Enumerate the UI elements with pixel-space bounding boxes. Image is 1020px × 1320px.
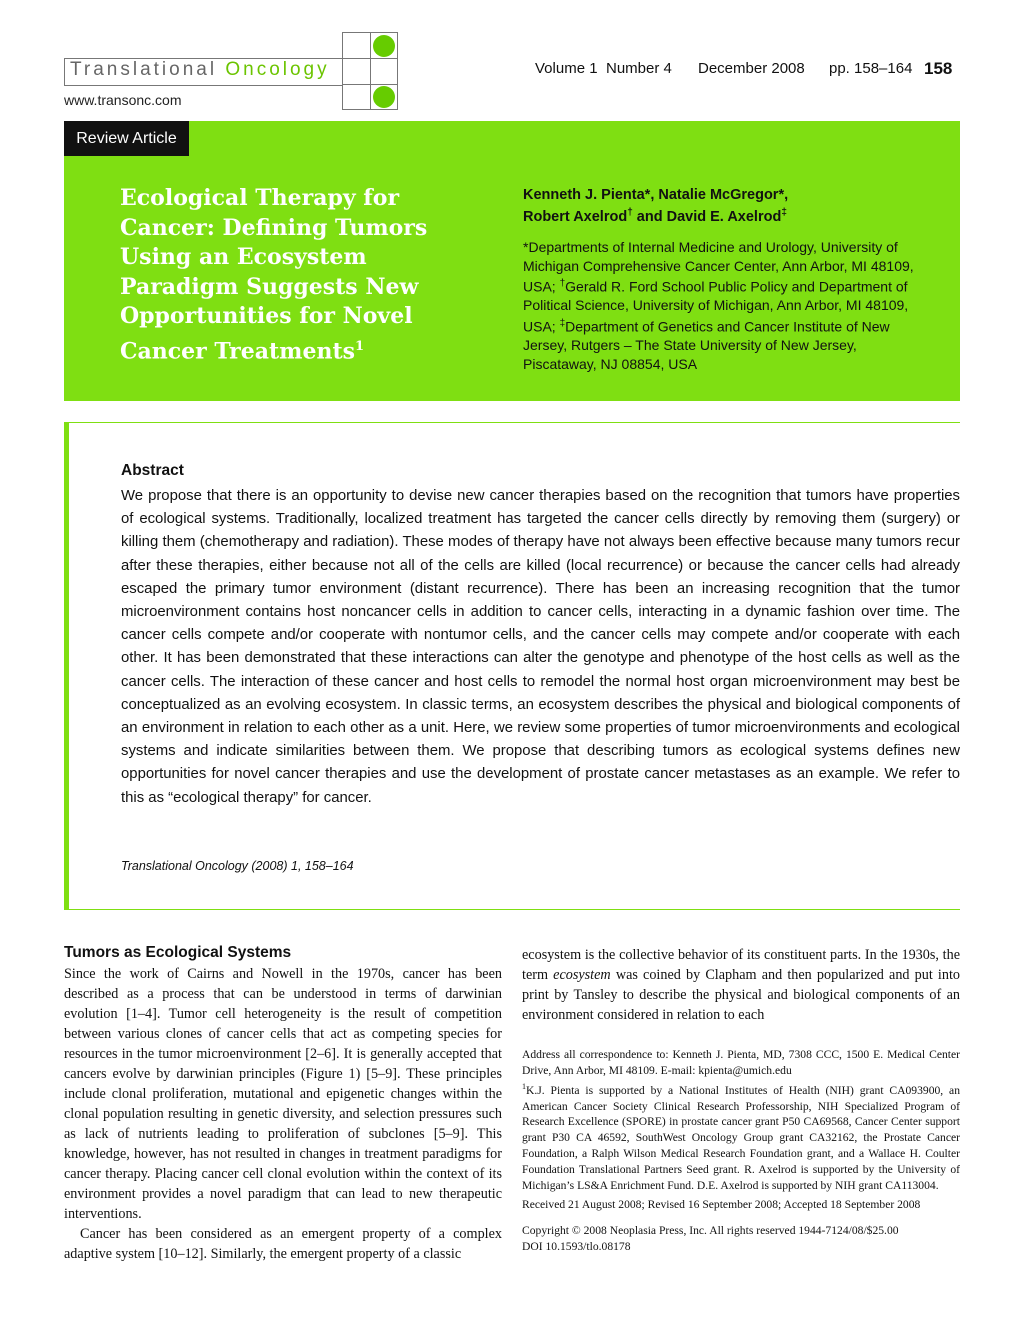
page-range: pp. 158–164 — [829, 60, 913, 77]
abstract-border-top — [64, 422, 960, 423]
logo-dot-icon — [373, 35, 395, 57]
affiliations — [523, 238, 928, 373]
journal-url[interactable]: www.transonc.com — [64, 92, 182, 108]
affiliation-mark: † — [559, 278, 566, 290]
body-paragraph — [522, 945, 960, 1025]
funding-note — [522, 1079, 960, 1194]
affiliation-text: Gerald R. Ford School Public Policy and Department of Political Science, University of Michigan, Ann Arbor, MI 48109, USA; — [523, 278, 909, 335]
funding-note-mark: 1 — [522, 1081, 526, 1091]
article-title-text: Ecological Therapy for Cancer: Defining Tumors Using an Ecosystem Paradigm Suggests New Opportunities for Novel Cancer Treatments — [120, 185, 428, 364]
citation: Translational Oncology (2008) 1, 158–164 — [121, 859, 354, 873]
copyright-note: Copyright © 2008 Neoplasia Press, Inc. All rights reserved 1944-7124/08/$25.00 — [522, 1223, 899, 1237]
correspondence-note: Address all correspondence to: Kenneth J. Pienta, MD, 7308 CCC, 1500 E. Medical Center Drive, Ann Arbor, MI 48109. E-mail: kpienta@umich.edu — [522, 1048, 960, 1077]
article-type-badge: Review Article — [64, 121, 189, 156]
doi-note[interactable]: DOI 10.1593/tlo.08178 — [522, 1239, 631, 1253]
author-mark: * — [778, 187, 785, 203]
journal-logo-grid — [342, 32, 398, 110]
author-mark: † — [627, 207, 633, 218]
funding-note-text: K.J. Pienta is supported by a National Institutes of Health (NIH) grant CA093900, an American Cancer Society Clinical Research Professorship, NIH Specialized Program of Research Excellence (SPORE) in prostate cancer grant P50 CA69568, Cancer Center support grant P30 CA 46592, SouthWest Oncology Group grant CA32162, the Prostate Cancer Foundation, a Ralph Wilson Medical Research Foundation grant, and a Wallace H. Coulter Foundation Translational Partners Seed grant. R. Axelrod is supported by the University of Michigan’s LS&A Enrichment Fund. D.E. Axelrod is supported by NIH grant CA113004. — [522, 1083, 960, 1193]
abstract-heading: Abstract — [121, 462, 184, 479]
affiliation-text: Department of Genetics and Cancer Institute of New Jersey, Rutgers – The State University of New Jersey, Piscataway, NJ 08854, USA — [523, 318, 890, 372]
section-heading: Tumors as Ecological Systems — [64, 944, 292, 961]
issue-date: December 2008 — [698, 60, 805, 77]
affiliation-text: Departments of Internal Medicine and Urology, University of Michigan Comprehensive Cancer Center, Ann Arbor, MI 48109, USA; — [523, 239, 914, 295]
page-number: 158 — [924, 59, 953, 78]
footnotes — [522, 1047, 960, 1255]
journal-logo — [70, 59, 330, 81]
body-paragraph: Cancer has been considered as an emergent property of a complex adaptive system [10–12]. Similarly, the emergent property of a classic — [64, 1226, 502, 1262]
author-mark: * — [644, 187, 651, 203]
article-title — [120, 184, 490, 366]
abstract-text: We propose that there is an opportunity to devise new cancer therapies based on the recognition that tumors have properties of ecological systems. Traditionally, localized treatment has targeted the cancer cells directly by removing them (surgery) or killing them (chemotherapy and radiation). These modes of therapy have not always been effective because many tumors recur after these therapies, either because not all of the cells are killed (local recurrence) or because the cancer cells had already escaped the primary tumor environment (distant recurrence). There has been an increasing recognition that the tumor microenvironment contains host noncancer cells in addition to cancer cells, interacting in a dynamic fashion over time. The cancer cells compete and/or cooperate with nontumor cells, and the cancer cells may compete and/or cooperate with each other. It has been demonstrated that these interactions can alter the genotype and phenotype of the host cells as well as the cancer cells. The interaction of these cancer and host cells to remodel the normal host organ microenvironment may best be conceptualized as an evolving ecosystem. In classic terms, an ecosystem describes the physical and biological components of an environment in relation to each other as a unit. Here, we review some properties of tumor microenvironments and ecological systems and indicate similarities between them. We propose that describing tumors as ecological systems defines new opportunities for novel cancer therapies and use the development of prostate cancer metastases as an example. We refer to this as “ecological therapy” for cancer. — [121, 488, 960, 806]
body-term: ecosystem — [553, 967, 611, 983]
author-name: David E. Axelrod — [666, 208, 782, 225]
abstract-border-left — [64, 422, 69, 910]
author-mark: ‡ — [781, 207, 787, 218]
body-column-left — [64, 964, 502, 1264]
dates-note: Received 21 August 2008; Revised 16 September 2008; Accepted 18 September 2008 — [522, 1198, 921, 1212]
author-name: Kenneth J. Pienta — [523, 187, 645, 203]
journal-name-part1: Translational — [70, 59, 218, 80]
body-column-right — [522, 945, 960, 1025]
journal-name-part2: Oncology — [225, 59, 330, 80]
author-name: Natalie McGregor — [658, 187, 779, 203]
title-footnote-mark: 1 — [355, 338, 365, 354]
body-paragraph: Since the work of Cairns and Nowell in the 1970s, cancer has been described as a process that can be understood in terms of darwinian evolution [1–4]. Tumor cell heterogeneity is the result of competition between various clones of cancer cells that act as competing species for resources in the tumor microenvironment [2–6]. It is generally accepted that cancers evolve by darwinian principles (Figure 1) [5–9]. These principles include clonal proliferation, mutational and epigenetic changes within the clonal population resulting in genetic diversity, and selection pressures such as lack of nutrients leading to proliferation of subclones [5–9]. This knowledge, however, has not resulted in changes in treatment paradigms for cancer therapy. Placing cancer cell clonal evolution within the context of its environment provides a novel paradigm that can lead to new therapeutic interventions. — [64, 966, 502, 1222]
logo-grid-line — [370, 33, 371, 109]
logo-dot-icon — [373, 86, 395, 108]
abstract-border-bottom — [64, 909, 960, 910]
affiliation-mark: * — [523, 239, 529, 255]
author-list: Kenneth J. Pienta*, Natalie McGregor*, Robert Axelrod† and David E. Axelrod‡ — [523, 187, 789, 225]
issue-number: Number 4 — [606, 60, 672, 77]
volume: Volume 1 — [535, 60, 598, 77]
author-name: Robert Axelrod — [523, 208, 628, 225]
affiliation-mark: ‡ — [559, 318, 566, 330]
body-text: was coined by Clapham and then popularized and put into print by Tansley to describe the physical and biological components of an environment considered in relation to each — [522, 967, 961, 1023]
body-text: ecosystem is the collective behavior of its constituent parts. In the 1930s, the term — [522, 947, 960, 983]
